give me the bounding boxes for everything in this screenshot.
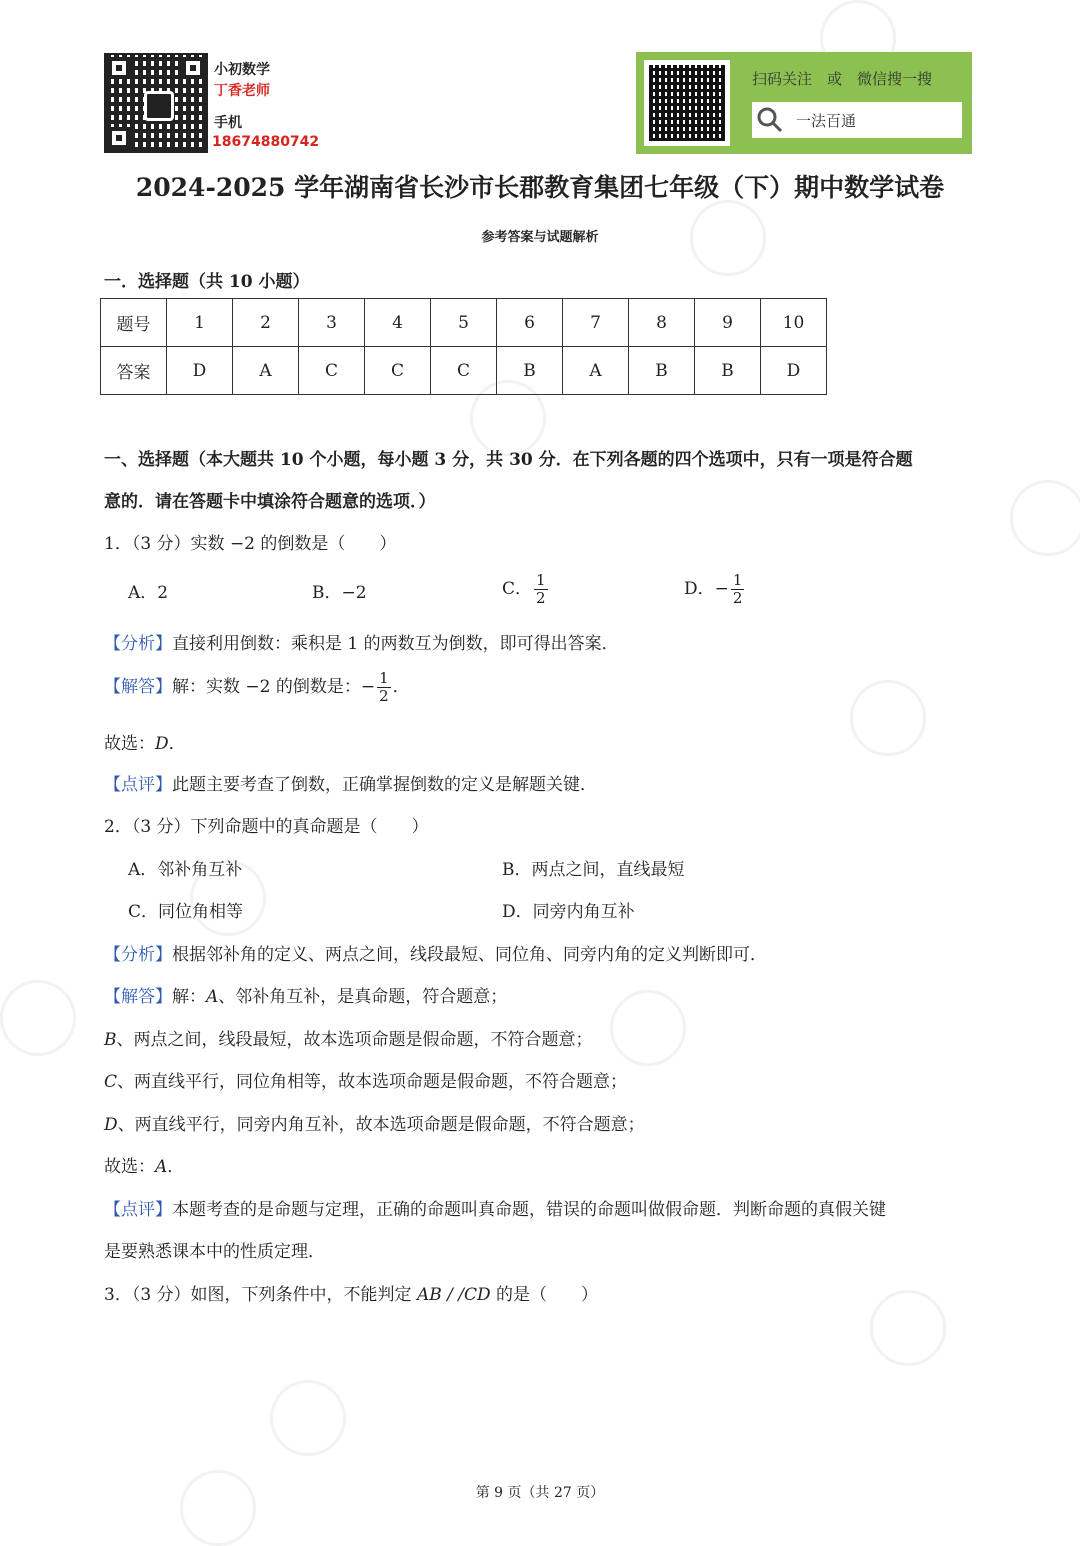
table-cell: 5 [431, 299, 497, 347]
q1-stem: 1．（3 分）实数 −2 的倒数是（ ） [104, 534, 397, 554]
table-cell: 3 [299, 299, 365, 347]
table-header-cell: 答案 [101, 347, 167, 395]
table-cell: A [563, 347, 629, 395]
table-cell: D [761, 347, 827, 395]
table-cell: 6 [497, 299, 563, 347]
watermark-logo [0, 980, 76, 1056]
search-icon [756, 106, 784, 134]
q2-stem: 2．（3 分）下列命题中的真命题是（ ） [104, 817, 429, 837]
q1-choice: 故选：D． [104, 734, 186, 754]
watermark-logo [870, 1290, 946, 1366]
section-intro-line1: 一、选择题（本大题共 10 个小题，每小题 3 分，共 30 分．在下列各题的四个选项中，只有一项是符合题 [104, 450, 913, 470]
watermark-logo [270, 1380, 346, 1456]
analysis-tag: 【分析】 [104, 634, 172, 654]
q3-stem: 3．（3 分）如图，下列条件中，不能判定 AB / /CD 的是（ ） [104, 1285, 599, 1305]
table-row [101, 299, 827, 347]
fraction: $\frac{1}{2}$ [536, 571, 546, 607]
comment-tag: 【点评】 [104, 775, 172, 795]
brand-name: 小初数学 [214, 62, 270, 78]
table-cell: 10 [761, 299, 827, 347]
table-cell: C [299, 347, 365, 395]
q2-option-c: C．同位角相等 [128, 902, 244, 922]
banner-qr-code [644, 60, 730, 146]
fraction: $\frac{1}{2}$ [379, 669, 389, 705]
phone-label: 手机 [214, 115, 242, 131]
banner-search-box [752, 102, 962, 138]
q1-option-a: A．2 [128, 583, 169, 603]
table-cell: 4 [365, 299, 431, 347]
q2-option-d: D．同旁内角互补 [502, 902, 635, 922]
q2-solution: 【解答】解：A、邻补角互补，是真命题，符合题意； [104, 987, 508, 1007]
table-cell: D [167, 347, 233, 395]
q1-option-b: B．−2 [312, 583, 367, 603]
q2-choice: 故选：A． [104, 1157, 185, 1177]
q1-analysis: 【分析】直接利用倒数：乘积是 1 的两数互为倒数，即可得出答案． [104, 634, 619, 654]
solution-tag: 【解答】 [104, 987, 172, 1007]
watermark-logo [850, 680, 926, 756]
q1-option-d: D．− $\frac{1}{2}$ [684, 571, 743, 607]
table-cell: 9 [695, 299, 761, 347]
table-header-cell: 题号 [101, 299, 167, 347]
table-cell: A [233, 347, 299, 395]
table-cell: C [365, 347, 431, 395]
table-cell: C [431, 347, 497, 395]
fraction: $\frac{1}{2}$ [732, 571, 743, 607]
table-cell: 1 [167, 299, 233, 347]
watermark-logo [610, 990, 686, 1066]
page-title: 2024-2025 学年湖南省长沙市长郡教育集团七年级（下）期中数学试卷 [135, 173, 945, 202]
table-cell: B [629, 347, 695, 395]
q1-option-c-label: C． [502, 579, 533, 599]
page-footer: 第 9 页（共 27 页） [475, 1485, 605, 1501]
answer-table [100, 298, 827, 395]
table-cell: B [497, 347, 563, 395]
q1-comment: 【点评】此题主要考查了倒数，正确掌握倒数的定义是解题关键． [104, 775, 597, 795]
comment-tag: 【点评】 [104, 1200, 172, 1220]
q1-option-c [502, 572, 550, 607]
q2-option-b: B．两点之间，直线最短 [502, 860, 685, 880]
q2-solution-c: C、两直线平行，同位角相等，故本选项命题是假命题，不符合题意； [104, 1072, 628, 1092]
q2-solution-d: D、两直线平行，同旁内角互补，故本选项命题是假命题，不符合题意； [104, 1115, 645, 1135]
table-cell: 7 [563, 299, 629, 347]
phone-number: 18674880742 [212, 134, 320, 150]
section-heading: 一．选择题（共 10 小题） [104, 272, 310, 292]
teacher-name: 丁香老师 [214, 83, 270, 99]
table-row [101, 347, 827, 395]
section-intro-line2: 意的．请在答题卡中填涂符合题意的选项．） [104, 492, 436, 512]
table-cell: B [695, 347, 761, 395]
q2-analysis: 【分析】根据邻补角的定义、两点之间，线段最短、同位角、同旁内角的定义判断即可． [104, 945, 767, 965]
q2-comment: 【点评】本题考查的是命题与定理，正确的命题叫真命题，错误的命题叫做假命题．判断命题的真假关键 [104, 1200, 886, 1220]
watermark-logo [1010, 480, 1080, 556]
banner-text: 扫码关注 或 微信搜一搜 [752, 70, 933, 88]
q1-option-d-label: D． [684, 579, 715, 599]
table-cell: 2 [233, 299, 299, 347]
wechat-qr-code [104, 53, 208, 153]
q2-comment-cont: 是要熟悉课本中的性质定理． [104, 1242, 325, 1262]
table-cell: 8 [629, 299, 695, 347]
page-subtitle: 参考答案与试题解析 [481, 230, 599, 245]
banner-search-label: 一法百通 [796, 112, 857, 130]
solution-tag: 【解答】 [104, 677, 172, 697]
analysis-tag: 【分析】 [104, 945, 172, 965]
q1-solution: 【解答】解：实数 −2 的倒数是：− $\frac{1}{2}$ ． [104, 669, 410, 705]
q2-option-a: A．邻补角互补 [128, 860, 243, 880]
q2-solution-b: B、两点之间，线段最短，故本选项命题是假命题，不符合题意； [104, 1030, 593, 1050]
